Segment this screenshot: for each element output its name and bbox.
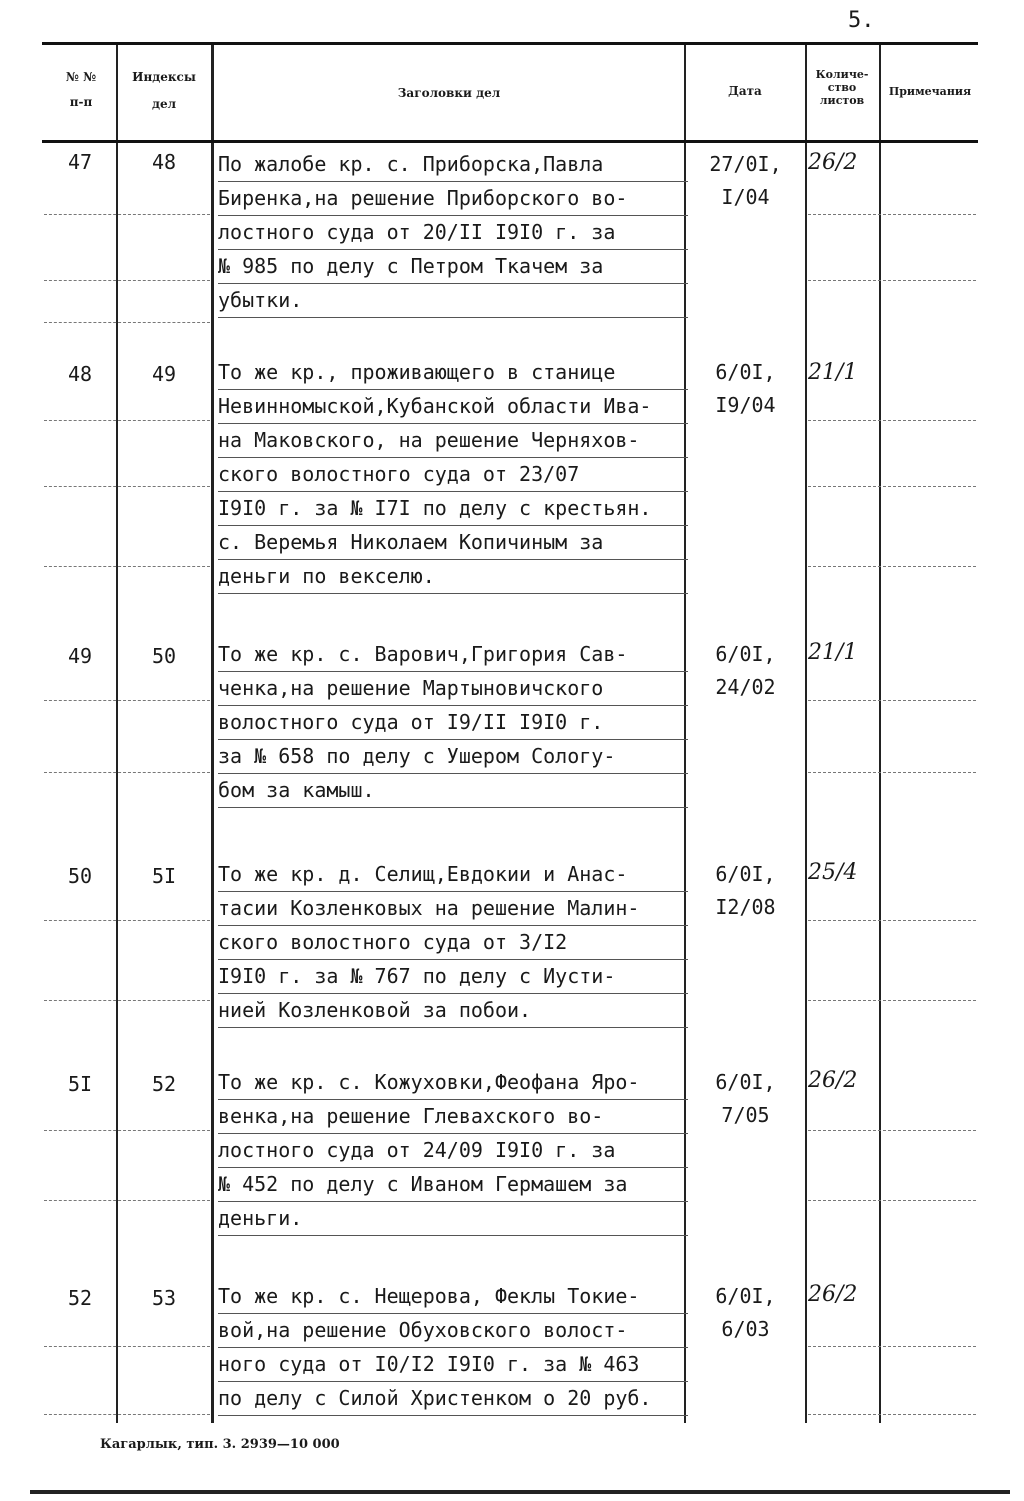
ruled-line — [808, 280, 976, 281]
ruled-line — [44, 1346, 210, 1347]
ruled-line — [44, 420, 210, 421]
entry-date: 6/0I, I9/04 — [715, 360, 776, 417]
entry-date: 6/0I, 24/02 — [715, 642, 776, 699]
ruled-line — [808, 1346, 976, 1347]
ruled-line — [44, 1130, 210, 1131]
entry-date: 6/0I, I2/08 — [715, 862, 776, 919]
entry-number: 48 — [67, 362, 93, 386]
entry-number: 5I — [67, 1072, 93, 1096]
ruled-line — [44, 772, 210, 773]
ruled-line — [44, 322, 210, 323]
column-line — [879, 45, 881, 1423]
entry-number: 49 — [67, 644, 93, 668]
header-notes: Примечания — [888, 85, 972, 98]
ruled-line — [44, 486, 210, 487]
ruled-line — [44, 1414, 210, 1415]
entry-index: 53 — [151, 1286, 177, 1310]
ruled-line — [44, 920, 210, 921]
entry-index: 52 — [151, 1072, 177, 1096]
entry-number: 47 — [67, 150, 93, 174]
entry-sheets: 21/1 — [808, 640, 858, 665]
ruled-line — [808, 772, 976, 773]
entry-sheets: 25/4 — [808, 860, 858, 885]
entry-title: То же кр. с. Кожуховки,Феофана Яро- венка,на решение Глевахского во- лостного суда от 24/09 I9I0 г. за № 452 по делу с Иваном Гермашем за деньги. — [218, 1066, 688, 1236]
entry-date: 6/0I, 6/03 — [715, 1284, 776, 1341]
header-num: № № п-п — [65, 70, 97, 109]
entry-title: То же кр., проживающего в станице Невинномыской,Кубанской области Ива- на Маковского, на решение Черняхов- ского волостного суда от 23/07 I9I0 г. за № I7I по делу с крестьян. с. Веремья Николаем Копичиным за деньги по векселю. — [218, 356, 688, 594]
ruled-line — [44, 1000, 210, 1001]
ruled-line — [808, 420, 976, 421]
entry-number: 50 — [67, 864, 93, 888]
ruled-line — [808, 214, 976, 215]
ruled-line — [44, 280, 210, 281]
entry-sheets: 26/2 — [808, 1282, 858, 1307]
column-line — [116, 45, 118, 1423]
header-rule — [42, 140, 978, 143]
header-title: Заголовки дел — [397, 86, 501, 100]
entry-date: 27/0I, I/04 — [709, 152, 782, 209]
ruled-line — [808, 566, 976, 567]
entry-title: То же кр. с. Нещерова, Феклы Токие- вой,на решение Обуховского волост- ного суда от I0/I2 I9I0 г. за № 463 по делу с Силой Христенком о 20 руб. — [218, 1280, 688, 1416]
entry-index: 49 — [151, 362, 177, 386]
ruled-line — [44, 566, 210, 567]
column-line — [211, 45, 214, 1423]
page-number: 5. — [848, 8, 875, 33]
ruled-line — [808, 1414, 976, 1415]
entry-index: 48 — [151, 150, 177, 174]
ruled-line — [808, 700, 976, 701]
column-line — [805, 45, 807, 1423]
entry-sheets: 26/2 — [808, 150, 858, 175]
entry-sheets: 26/2 — [808, 1068, 858, 1093]
entry-number: 52 — [67, 1286, 93, 1310]
entry-sheets: 21/1 — [808, 360, 858, 385]
ruled-line — [808, 1130, 976, 1131]
entry-title: То же кр. д. Селищ,Евдокии и Анас- тасии Козленковых на решение Малин- ского волостного суда от 3/I2 I9I0 г. за № 767 по делу с Иусти- нией Козленковой за побои. — [218, 858, 688, 1028]
bottom-rule — [30, 1490, 1010, 1494]
ruled-line — [44, 700, 210, 701]
footer-imprint: Кагарлык, тип. 3. 2939—10 000 — [100, 1437, 340, 1452]
ruled-line — [44, 1200, 210, 1201]
entry-index: 5I — [151, 864, 177, 888]
ruled-line — [44, 214, 210, 215]
header-index: Индексы дел — [132, 70, 196, 111]
entry-date: 6/0I, 7/05 — [715, 1070, 776, 1127]
top-rule — [42, 42, 978, 45]
header-date: Дата — [728, 84, 762, 98]
ruled-line — [808, 1200, 976, 1201]
entry-title: То же кр. с. Варович,Григория Сав- ченка,на решение Мартыновичского волостного суда от I9/II I9I0 г. за № 658 по делу с Ушером Сологу- бом за камыш. — [218, 638, 688, 808]
ruled-line — [808, 1000, 976, 1001]
ruled-line — [808, 920, 976, 921]
entry-title: По жалобе кр. с. Приборска,Павла Биренка,на решение Приборского во- лостного суда от 20/II I9I0 г. за № 985 по делу с Петром Ткачем за убытки. — [218, 148, 688, 318]
header-sheets: Количе- ство листов — [815, 68, 869, 107]
ruled-line — [808, 486, 976, 487]
entry-index: 50 — [151, 644, 177, 668]
